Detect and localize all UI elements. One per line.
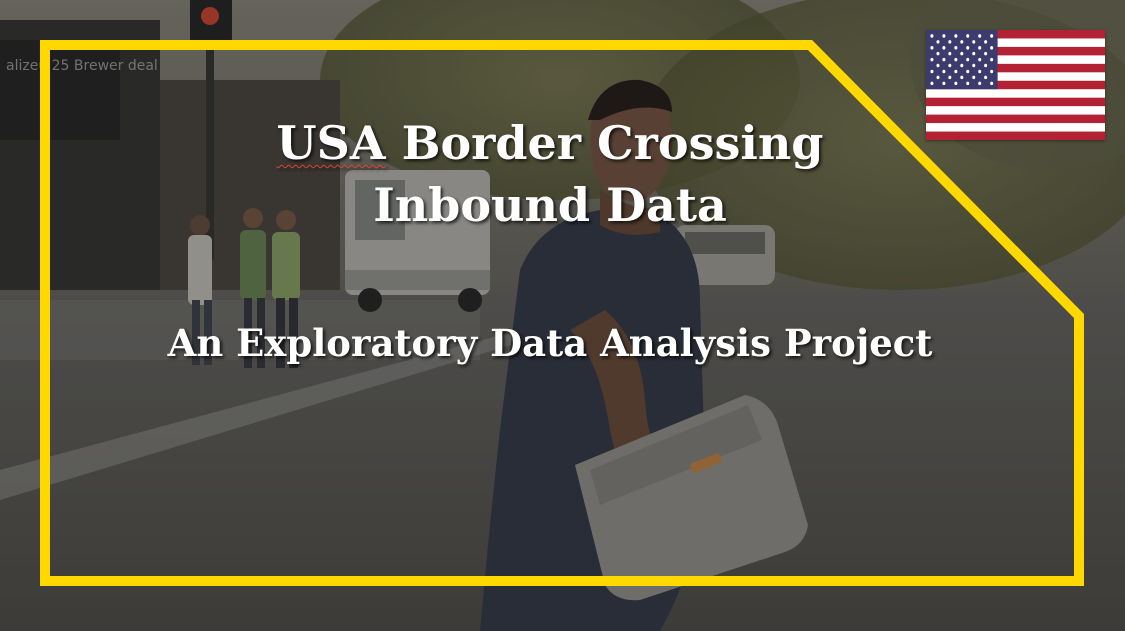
title-abbrev-usa: USA (276, 116, 386, 170)
title-line-1-rest: Border Crossing (385, 116, 824, 170)
slide-subtitle[interactable]: An Exploratory Data Analysis Project (167, 321, 933, 365)
title-line-2: Inbound Data (373, 178, 727, 232)
title-line-1 (200, 112, 900, 174)
us-flag-icon (926, 30, 1105, 140)
storefront-sign-text: alizeu 25 Brewer deal (6, 58, 158, 74)
slide-title[interactable] (200, 112, 900, 236)
